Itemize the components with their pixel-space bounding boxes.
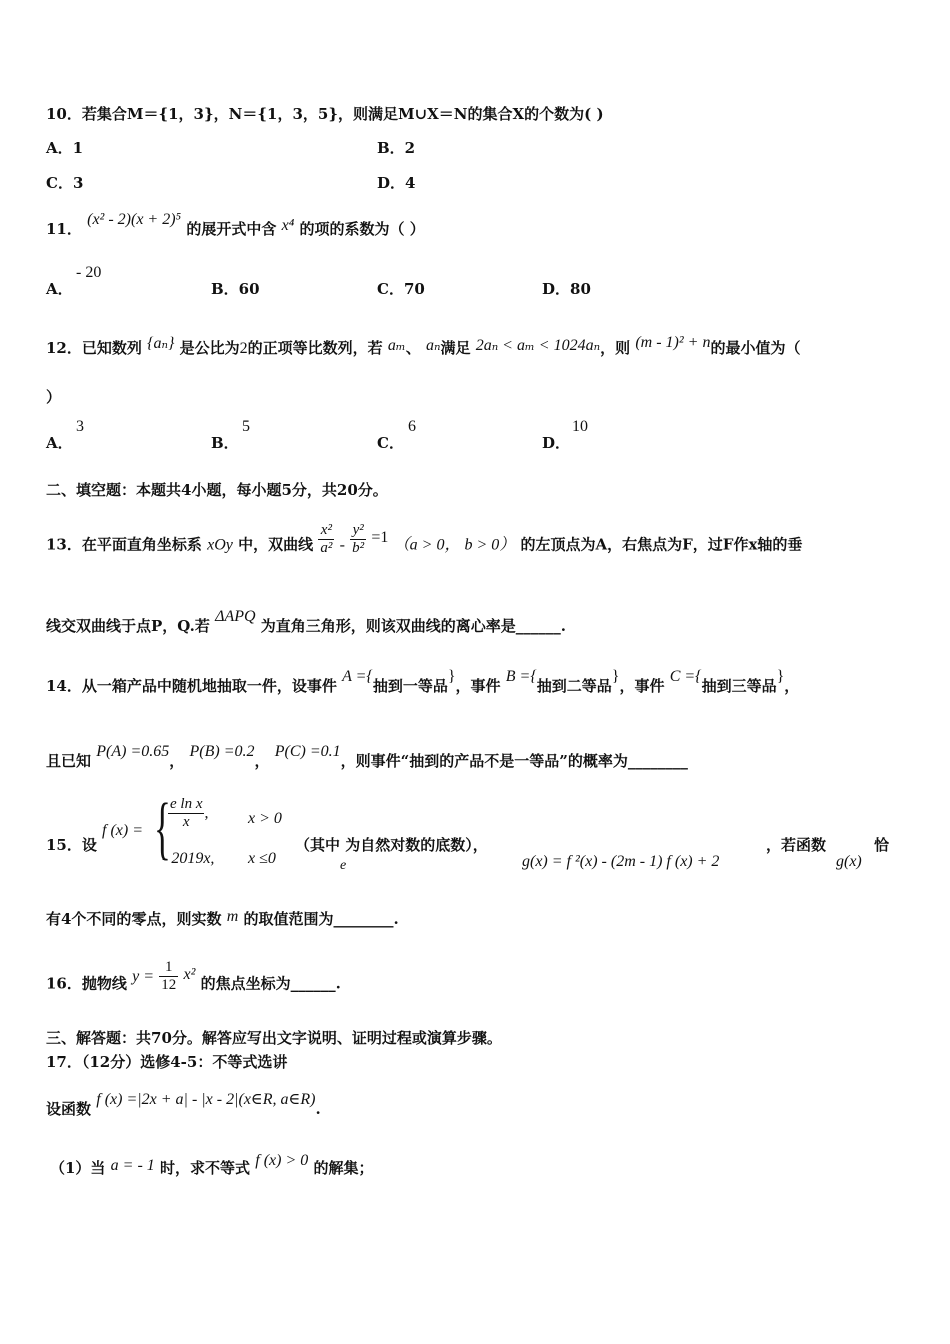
q13-text-num: 13．在平面直角坐标系	[46, 535, 202, 554]
q12-option-a: A．	[46, 434, 73, 452]
q14-prob-b: P(B) =0.2	[189, 743, 255, 760]
q12-option-c: C．	[377, 434, 404, 452]
q14-line-2	[46, 743, 688, 771]
q13-condition: （a > 0， b > 0）	[393, 536, 516, 554]
q14-line2-a: 且已知	[46, 752, 92, 770]
q15-gx: g(x)	[836, 853, 862, 870]
q11-option-a-value: - 20	[76, 264, 102, 281]
q15-case2: - 2019x,	[162, 850, 215, 867]
q13-fraction-x	[318, 522, 334, 557]
q12-option-c-value: 6	[408, 418, 416, 435]
q16-y: y =	[132, 967, 155, 985]
q16-line	[46, 959, 341, 1002]
q12-text-num: 12．已知数列	[46, 339, 142, 357]
q13-text-b: 的左顶点为A，右焦点为F，过F作x轴的垂	[520, 535, 803, 554]
q12-text-b: 的正项等比数列，若	[247, 339, 383, 357]
q15-case1-den: x	[182, 814, 190, 830]
q13-frac2-den: b²	[352, 540, 365, 556]
q12-inequality: 2aₙ < aₘ < 1024aₙ	[475, 337, 601, 354]
q11-option-c: C．70	[377, 280, 425, 298]
q14-event-c-text: 抽到三等品	[701, 677, 777, 695]
q10-option-c: C．3	[46, 174, 84, 192]
q12-ratio: 2	[239, 340, 248, 357]
q14-event-a: A ={	[342, 668, 373, 685]
q12-option-b: B．	[211, 434, 239, 452]
q10-option-d: D．4	[377, 174, 416, 192]
q13-minus: -	[339, 536, 345, 554]
q15-text-a: ，若函数	[766, 836, 827, 854]
q10-option-a: A．1	[46, 139, 84, 157]
q14-comma-1: ，	[169, 752, 185, 770]
q15-case-brace: {	[154, 790, 171, 867]
q16-text-num: 16．抛物线	[46, 974, 127, 993]
q13-line2-b: 为直角三角形，则该双曲线的离心率是______.	[260, 617, 567, 635]
q16-fraction	[159, 959, 178, 994]
q14-mid-2: ，事件	[619, 677, 665, 695]
q13-frac1-den: a²	[320, 540, 333, 556]
q14-event-c: C ={	[669, 668, 702, 685]
q14-prob-c: P(C) =0.1	[274, 743, 341, 760]
q14-line2-b: ，则事件“抽到的产品不是一等品”的概率为________	[340, 752, 688, 770]
q13-fraction-y	[350, 522, 366, 557]
q17-heading: 17．（12分）选修4-5：不等式选讲	[46, 1053, 288, 1071]
q14-line-1	[46, 668, 800, 696]
q12-text-c: 满足	[440, 339, 471, 357]
q17-text-a: 设函数	[46, 1100, 92, 1118]
q14-brace-c: }	[776, 668, 785, 685]
q14-text-num: 14．从一箱产品中随机地抽取一件，设事件	[46, 677, 337, 695]
q17-function: f (x) =|2x + a| - |x - 2|(x∈R, a∈R)	[96, 1091, 316, 1108]
q14-comma-2: ，	[254, 752, 270, 770]
q13-frac2-num: y²	[350, 522, 366, 540]
q12-sequence: {aₙ}	[147, 335, 175, 352]
q14-brace-a: }	[447, 668, 456, 685]
section-2-heading: 二、填空题：本题共4小题，每小题5分，共20分。	[46, 481, 388, 499]
q12-text-d: ，则	[600, 339, 631, 357]
q15-m: m	[226, 908, 239, 925]
q11-option-d: D．80	[542, 280, 591, 298]
q12-am: aₘ	[387, 337, 406, 354]
q11-option-a: A．	[46, 280, 73, 298]
q15-line-2	[46, 908, 399, 929]
q10-stem: 10．若集合M＝{1，3}，N＝{1，3，5}，则满足M∪X＝N的集合X的个数为( )	[46, 105, 604, 123]
q11-expression: (x² - 2)(x + 2)⁵	[87, 211, 182, 228]
q16-frac-num: 1	[159, 959, 178, 977]
q13-coord: xOy	[207, 536, 233, 554]
q11-text-b: 的项的系数为（ ）	[299, 220, 425, 238]
q14-prob-a: P(A) =0.65	[96, 743, 170, 760]
section-3-heading: 三、解答题：共70分。解答应写出文字说明、证明过程或演算步骤。	[46, 1029, 502, 1047]
q15-number: 15．设	[46, 836, 97, 854]
q16-x2: x²	[183, 965, 196, 983]
q14-event-b-text: 抽到二等品	[536, 677, 612, 695]
q12-stem	[46, 334, 801, 358]
q12-text-a: 是公比为	[179, 339, 240, 357]
q15-line2-a: 有4个不同的零点，则实数	[46, 910, 222, 928]
q11-text-a: 的展开式中含	[186, 220, 277, 238]
q12-close: ）	[46, 388, 62, 406]
q17-inequality: f (x) > 0	[255, 1152, 309, 1169]
q17-part-1	[50, 1152, 374, 1178]
q15-case2-cond: x ≤0	[248, 850, 276, 867]
q15-fx: f (x) =	[102, 822, 143, 839]
q12-an: aₙ	[425, 337, 441, 354]
q13-triangle: ΔAPQ	[215, 608, 256, 625]
q15-case1-num: e ln x	[170, 796, 203, 812]
q17-a-value: a = - 1	[110, 1157, 155, 1174]
q15-e: e	[340, 858, 347, 873]
q13-equals: =1	[371, 528, 389, 546]
q17-part1-c: 的解集；	[313, 1159, 374, 1177]
q12-text-e: 的最小值为（	[710, 339, 801, 357]
q14-mid-1: ，事件	[455, 677, 501, 695]
q12-option-d: D．	[542, 434, 571, 452]
q10-option-b: B．2	[377, 139, 416, 157]
q17-part1-b: 时，求不等式	[160, 1159, 251, 1177]
q13-line-2	[46, 608, 567, 636]
q13-text-a: 中，双曲线	[238, 535, 314, 554]
q14-event-a-text: 抽到一等品	[372, 677, 448, 695]
q15-note: （其中 为自然对数的底数），	[295, 836, 488, 854]
q14-end: ，	[784, 677, 800, 695]
q17-part1-a: （1）当	[50, 1159, 106, 1177]
q11-term: x⁴	[281, 217, 295, 234]
q12-target: (m - 1)² + n	[635, 334, 711, 351]
q11-stem	[46, 211, 425, 239]
q12-option-a-value: 3	[76, 418, 84, 435]
q15-case-1: $\frac{\text{e ln x}}{x}$ ,	[170, 796, 209, 830]
q13-line-1	[46, 522, 803, 563]
q11-number: 11．	[46, 220, 82, 238]
q14-brace-b: }	[611, 668, 620, 685]
q13-frac1-num: x²	[318, 522, 334, 540]
q12-option-d-value: 10	[572, 418, 588, 435]
q11-option-b: B．60	[211, 280, 260, 298]
q15-case1-fraction	[168, 796, 204, 831]
q15-case1-cond: x > 0	[248, 810, 282, 827]
q15-line2-b: 的取值范围为________.	[243, 910, 399, 928]
q16-text: 的焦点坐标为______.	[200, 974, 341, 993]
q15-gx-def: g(x) = f ²(x) - (2m - 1) f (x) + 2	[522, 853, 720, 870]
q14-event-b: B ={	[505, 668, 537, 685]
q12-sep: 、	[405, 339, 421, 357]
q17-function-line	[46, 1091, 321, 1119]
q17-dot: .	[315, 1100, 321, 1118]
q12-option-b-value: 5	[242, 418, 250, 435]
q15-text-b: 恰	[874, 836, 890, 854]
q13-line2-a: 线交双曲线于点P，Q.若	[46, 617, 210, 635]
q16-frac-den: 12	[161, 977, 177, 993]
